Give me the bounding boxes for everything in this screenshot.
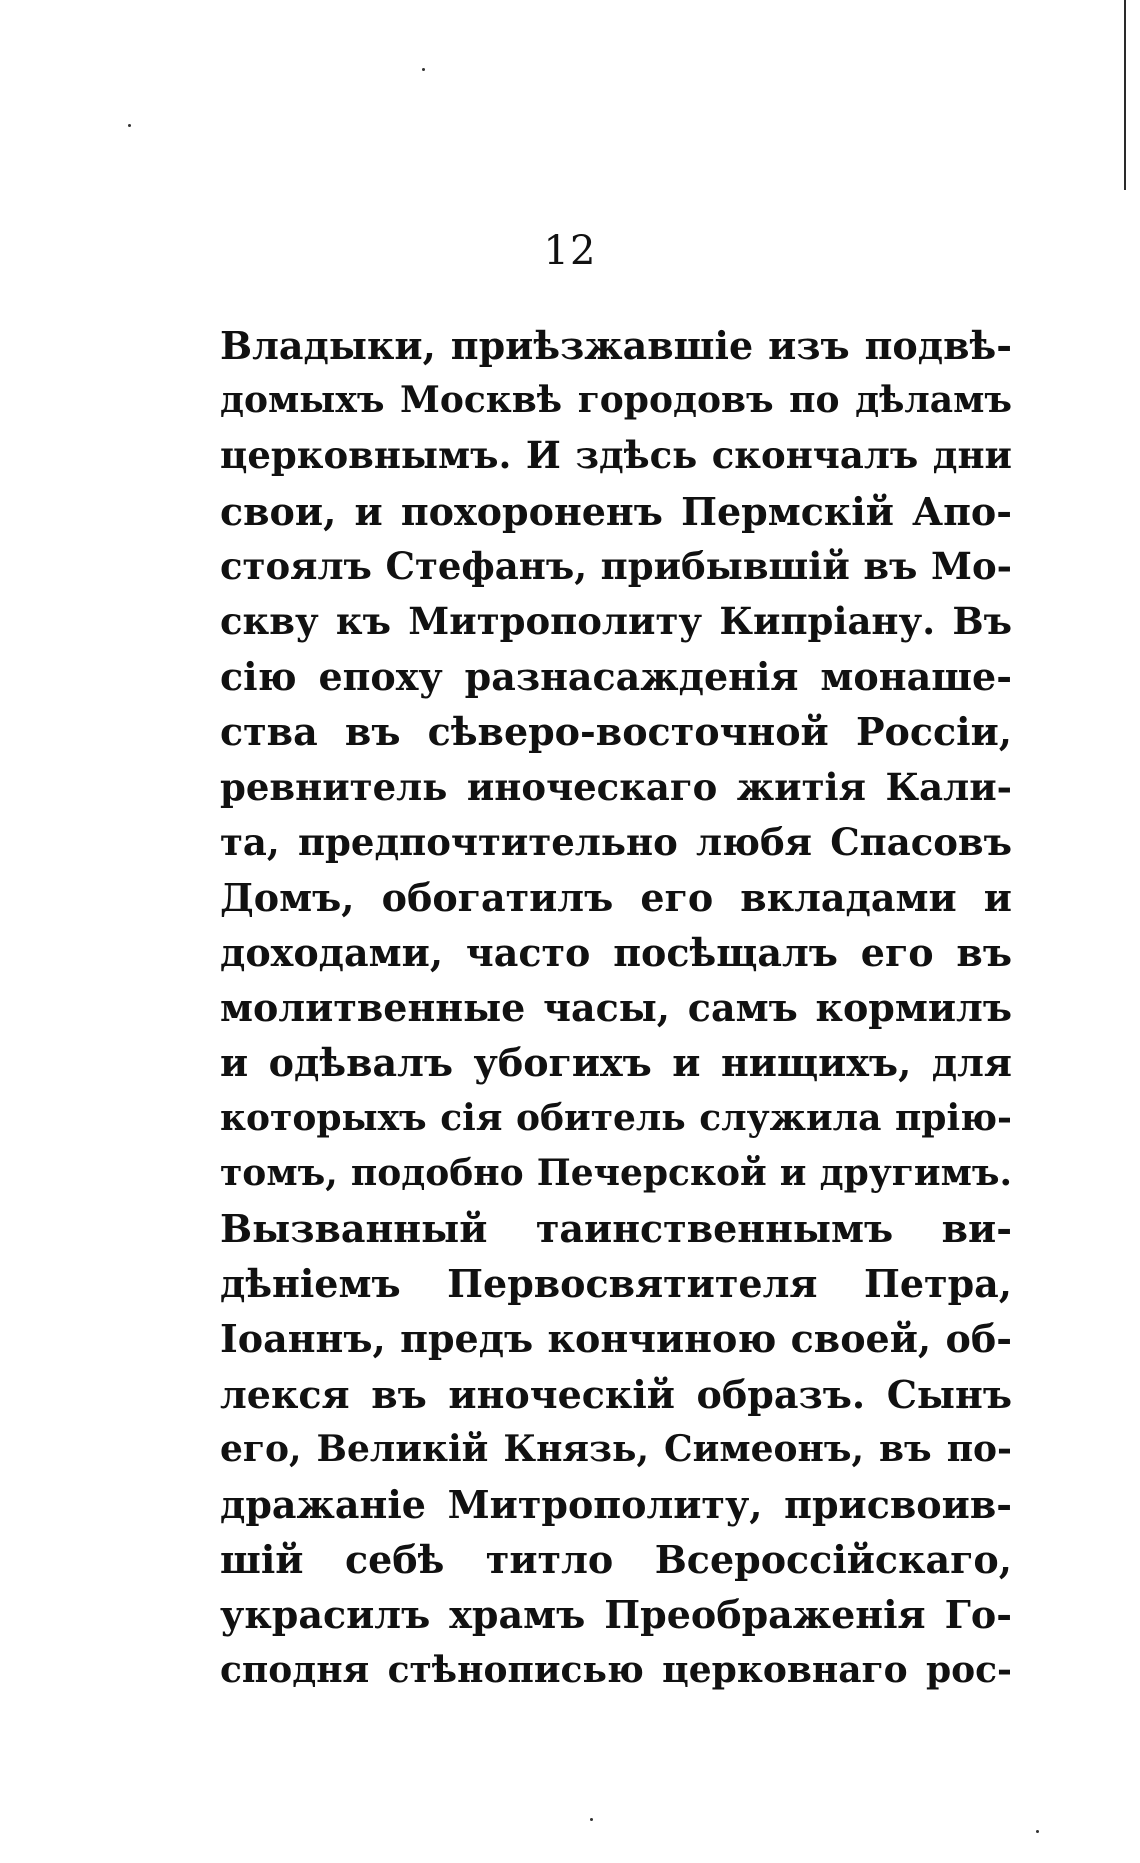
page-number: 12 [543, 228, 597, 274]
text-line: ревнитель иноческаго житія Кали- [220, 764, 1012, 809]
text-line: которыхъ сія обитель служила прію- [220, 1096, 1012, 1139]
text-line: его, Великій Князь, Симеонъ, въ по- [220, 1427, 1012, 1470]
body-text [220, 318, 1012, 1698]
text-line: сію епоху разнасажденія монаше- [220, 654, 1012, 700]
text-line: домыхъ Москвѣ городовъ по дѣламъ [220, 379, 1012, 422]
text-line: лекся въ иноческій образъ. Сынъ [220, 1371, 1012, 1417]
text-line: украсилъ храмъ Преображенія Го- [220, 1592, 1012, 1638]
text-line: Владыки, приѣзжавшіе изъ подвѣ- [220, 323, 1012, 368]
text-line: свои, и похороненъ Пермскій Апо- [220, 488, 1012, 534]
text-line: стоялъ Стефанъ, прибывшій въ Мо- [220, 543, 1012, 588]
text-line: Вызванный таинственнымъ ви- [220, 1206, 1012, 1251]
text-line: и одѣвалъ убогихъ и нищихъ, для [220, 1040, 1012, 1086]
print-speck [128, 124, 131, 127]
text-line: скву къ Митрополиту Кипріану. Въ [220, 598, 1012, 643]
text-line: ства въ сѣверо-восточной Россіи, [220, 709, 1012, 755]
text-line: церковнымъ. И здѣсь скончалъ дни [220, 433, 1012, 478]
text-line: сподня стѣнописью церковнаго рос- [220, 1648, 1012, 1691]
text-line: Домъ, обогатилъ его вкладами и [220, 874, 1012, 920]
text-line: та, предпочтительно любя Спасовъ [220, 819, 1012, 864]
text-line: доходами, часто посѣщалъ его въ [220, 930, 1012, 976]
text-line: Іоаннъ, предъ кончиною своей, об- [220, 1316, 1012, 1362]
page-edge-rule [1124, 0, 1126, 190]
print-speck [1036, 1830, 1039, 1833]
text-line: дѣніемъ Первосвятителя Петра, [220, 1261, 1012, 1307]
text-line: дражаніе Митрополиту, присвоив- [220, 1481, 1012, 1527]
text-line: шій себѣ титло Всероссійскаго, [220, 1537, 1012, 1583]
text-line: молитвенные часы, самъ кормилъ [220, 985, 1012, 1031]
print-speck [422, 68, 425, 71]
text-line: томъ, подобно Печерской и другимъ. [220, 1151, 1012, 1194]
print-speck [590, 1818, 593, 1821]
